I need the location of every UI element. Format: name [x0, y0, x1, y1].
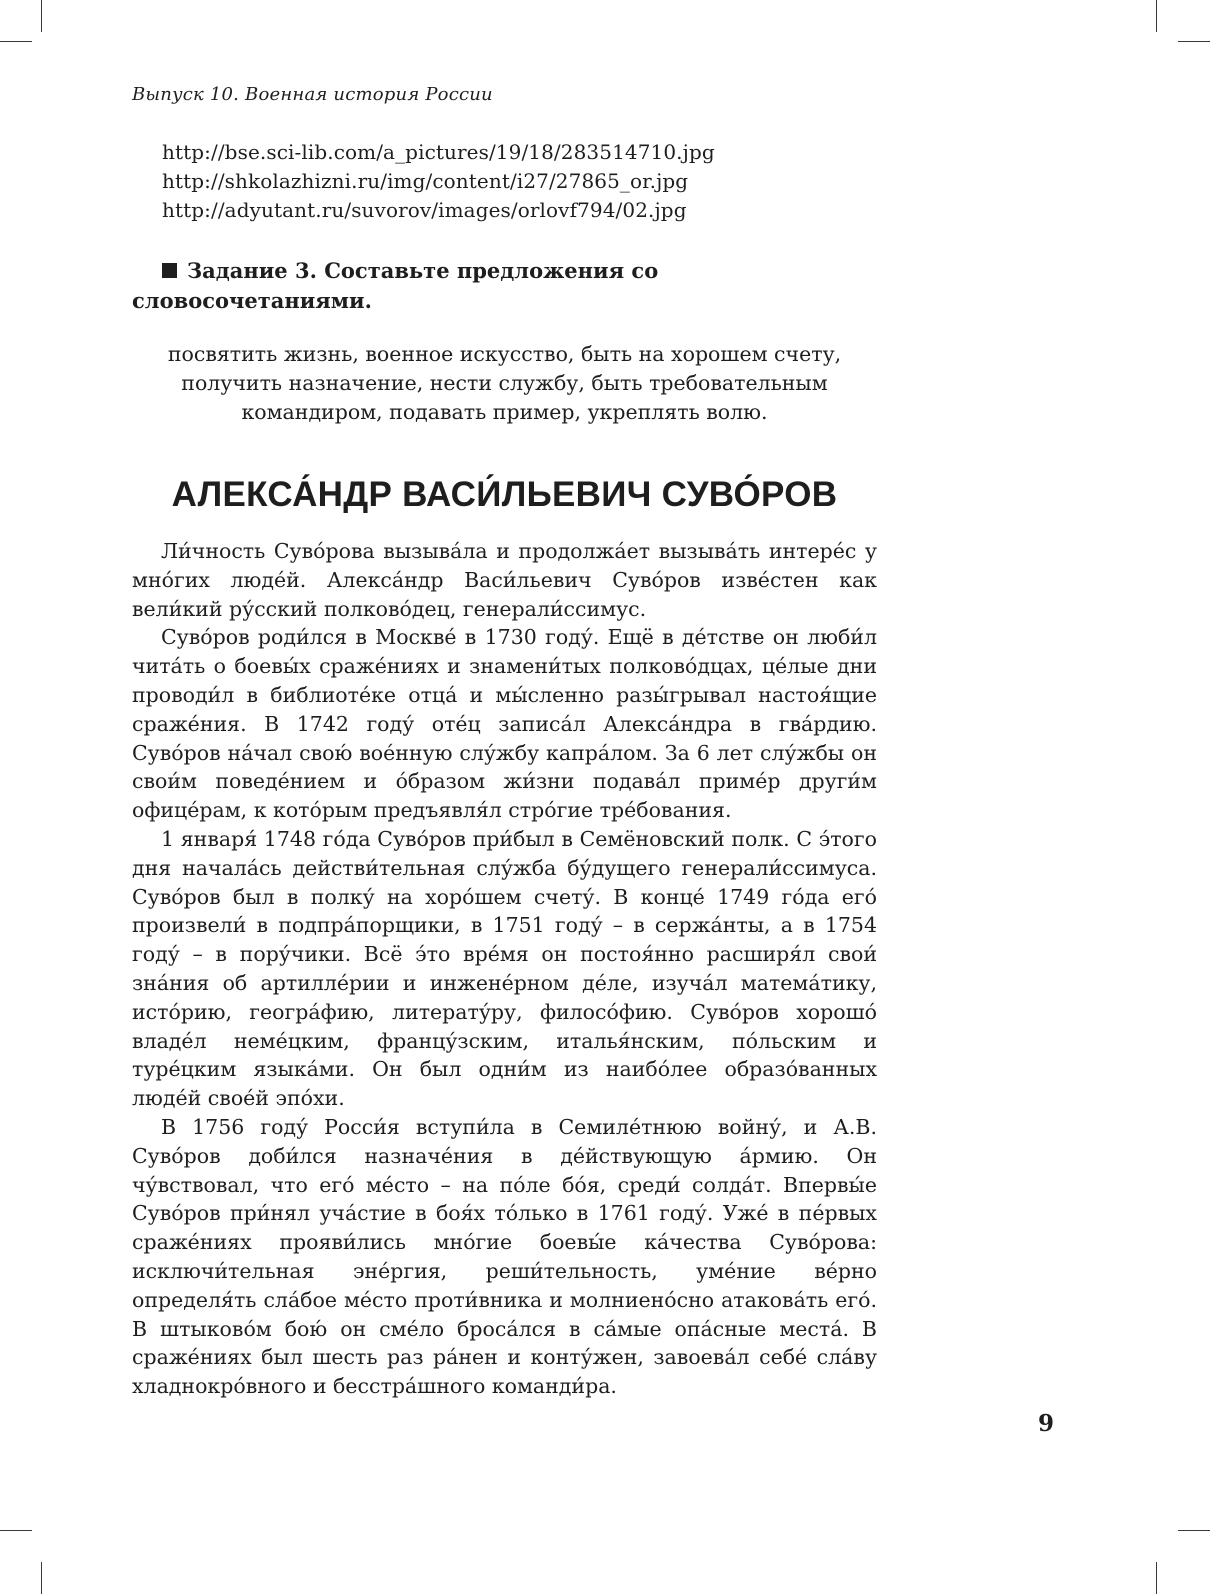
link-item[interactable]: http://shkolazhizni.ru/img/content/i27/27865_or.jpg [162, 169, 689, 193]
crop-mark [1178, 1530, 1210, 1531]
square-bullet-icon [162, 263, 177, 278]
link-item[interactable]: http://bse.sci-lib.com/a_pictures/19/18/283514710.jpg [162, 140, 715, 164]
crop-mark [1178, 41, 1210, 42]
link-list [162, 138, 715, 225]
paragraph: Ли́чность Суво́рова вызыва́ла и продолжа́ет вызыва́ть интере́с у мно́гих люде́й. Алекса́ндр Васи́льевич Суво́ров изве́стен как вели́кий ру́сский полково́дец, генерали́ссимус. [132, 539, 877, 621]
phrase-line: посвятить жизнь, военное искусство, быть на хорошем счету, [167, 342, 842, 366]
page-number: 9 [1038, 1410, 1055, 1437]
task-text: Задание 3. Составьте предложения со словосочетаниями. [132, 258, 659, 313]
crop-mark [1156, 1562, 1157, 1594]
crop-mark [0, 1530, 32, 1531]
crop-mark [1156, 0, 1157, 32]
paragraph: Суво́ров роди́лся в Москве́ в 1730 году́. Ещё в де́тстве он люби́л чита́ть о боевы́х сраже́ниях и знамени́тых полково́дцах, це́лые дни проводи́л в библиоте́ке отца́ и мы́сленно разы́грывал настоя́щие сраже́ния. В 1742 году́ оте́ц записа́л Алекса́ндра в гва́рдию. Суво́ров на́чал свою́ вое́нную слу́жбу капра́лом. За 6 лет слу́жбы он свои́м поведе́нием и о́бразом жи́зни подава́л приме́р други́м офице́рам, к кото́рым предъявля́л стро́гие тре́бования. [132, 625, 877, 823]
paragraph: В 1756 году́ Росси́я вступи́ла в Семиле́тнюю войну́, и А.В. Суво́ров доби́лся назначе́ния в де́йствующую а́рмию. Он чу́вствовал, что его́ ме́сто – на по́ле бо́я, среди́ солда́т. Впервы́е Суво́ров при́нял уча́стие в боя́х то́лько в 1761 году́. Уже́ в пе́рвых сраже́ниях прояви́лись мно́гие боевы́е ка́чества Суво́рова: исключи́тельная эне́ргия, реши́тельность, уме́ние ве́рно определя́ть сла́бое ме́сто проти́вника и молниено́сно атакова́ть его́. В штыково́м бою́ он сме́ло броса́лся в са́мые опа́сные места́. В сраже́ниях был шесть раз ра́нен и конту́жен, завоева́л себе́ сла́ву хладнокро́вного и бесстра́шного команди́ра. [132, 1114, 877, 1399]
paragraph: 1 января́ 1748 го́да Суво́ров при́был в Семёновский полк. С э́того дня начала́сь действи́тельная слу́жба бу́дущего генерали́ссимуса. Суво́ров был в полку́ на хоро́шем счету́. В конце́ 1749 го́да его́ произвели́ в подпра́порщики, в 1751 году́ – в сержа́нты, а в 1754 году́ – в пору́чики. Всё э́то вре́мя он постоя́нно расширя́л свои́ зна́ния об артилле́рии и инжене́рном де́ле, изуча́л матема́тику, исто́рию, геогра́фию, литерату́ру, филосо́фию. Суво́ров хорошо́ владе́л неме́цким, францу́зским, италья́нским, по́льским и туре́цким языка́ми. Он был одни́м из наибо́лее образо́ванных люде́й свое́й эпо́хи. [132, 826, 877, 1111]
article-body [132, 537, 877, 1401]
task-heading [132, 256, 877, 316]
phrase-block [132, 340, 877, 427]
crop-mark [41, 0, 42, 32]
crop-mark [0, 41, 32, 42]
running-head: Выпуск 10. Военная история России [132, 84, 493, 105]
section-title: АЛЕКСА́НДР ВАСИ́ЛЬЕВИЧ СУВО́РОВ [171, 475, 838, 514]
phrase-line: командиром, подавать пример, укреплять волю. [241, 400, 768, 424]
phrase-line: получить назначение, нести службу, быть требовательным [181, 371, 828, 395]
link-item[interactable]: http://adyutant.ru/suvorov/images/orlovf794/02.jpg [162, 198, 687, 222]
crop-mark [41, 1562, 42, 1594]
